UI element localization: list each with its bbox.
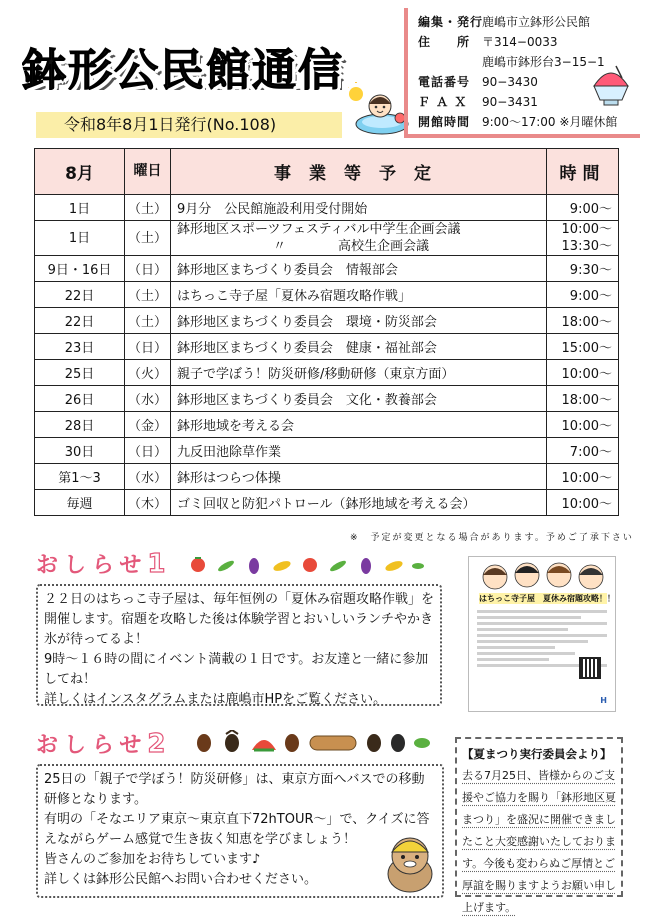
publisher-value: 鹿嶋市立鉢形公民館 <box>482 15 591 29</box>
table-header-row <box>35 149 619 195</box>
header-day: 曜日 <box>125 149 171 195</box>
row-desc-line2: 〃 高校生企画会議 <box>273 239 430 254</box>
notice2-label: おしらせ <box>36 733 148 758</box>
tel-label: 電話番号 <box>418 75 471 89</box>
hours-label: 開館時間 <box>418 115 471 129</box>
flyer-body <box>477 607 607 693</box>
row-date: 30日 <box>35 438 125 464</box>
row-time: 18:00〜 <box>547 308 619 334</box>
table-row <box>35 195 619 221</box>
row-desc: 鉢形はつらつ体操 <box>171 464 547 490</box>
row-date: 28日 <box>35 412 125 438</box>
row-date: 22日 <box>35 282 125 308</box>
row-date: 22日 <box>35 308 125 334</box>
qr-code-icon <box>579 657 601 679</box>
row-date: 1日 <box>35 221 125 256</box>
notice1-line: ２２日のはちっこ寺子屋は、毎年恒例の「夏休み宿題攻略作戦」を開催します。宿題を攻略した後は体験学習とおいしいランチやかき氷が待ってるよ！ <box>44 592 435 647</box>
row-time-line2: 13:30〜 <box>561 239 612 254</box>
row-date: 毎週 <box>35 490 125 516</box>
table-row <box>35 256 619 282</box>
notice2-line: 皆さんのご参加をお待ちしています♪ <box>44 852 261 867</box>
publisher-label: 編集・発行 <box>418 15 484 29</box>
row-time <box>547 221 619 256</box>
insects-decoration-icon <box>192 730 438 754</box>
row-time: 15:00〜 <box>547 334 619 360</box>
table-row <box>35 282 619 308</box>
row-date: 1日 <box>35 195 125 221</box>
row-date: 23日 <box>35 334 125 360</box>
row-day: （土） <box>125 282 171 308</box>
table-row <box>35 308 619 334</box>
row-date: 9日・16日 <box>35 256 125 282</box>
row-desc: はちっこ寺子屋「夏休み宿題攻略作戦」 <box>171 282 547 308</box>
festival-committee-message <box>455 737 623 914</box>
row-day: （土） <box>125 195 171 221</box>
header-time: 時間 <box>547 149 619 195</box>
side-text: 去る7月25日、皆様からのご支援やご協力を賜り「鉢形地区夏まつり」を盛況に開催できましたこと大変感謝いたしております。今後も変わらぬご厚情とご厚誼を賜りますようお願い申し上げます。 <box>462 769 616 914</box>
row-day: （水） <box>125 464 171 490</box>
row-time: 9:30〜 <box>547 256 619 282</box>
table-row <box>35 334 619 360</box>
notice1-line: 詳しくはインスタグラムまたは鹿嶋市HPをご覧ください。 <box>44 692 387 707</box>
address-value: 鹿嶋市鉢形台3−15−1 <box>482 55 605 69</box>
row-desc: 鉢形地域を考える会 <box>171 412 547 438</box>
row-time: 7:00〜 <box>547 438 619 464</box>
row-time: 9:00〜 <box>547 195 619 221</box>
row-desc: 鉢形地区まちづくり委員会 情報部会 <box>171 256 547 282</box>
side-title: 【夏まつり実行委員会より】 <box>462 747 612 761</box>
notice2-line: 有明の「そなエリア東京〜東京直下72hTOUR〜」で、クイズに答えながらゲーム感覚で生き抜く知恵を学びましょう！ <box>44 812 430 847</box>
notice1-label: おしらせ <box>36 553 148 578</box>
row-day: （土） <box>125 221 171 256</box>
row-time: 10:00〜 <box>547 412 619 438</box>
fax-value: 90−3431 <box>482 95 538 109</box>
postal-code: 〒314−0033 <box>482 35 558 49</box>
notice2-heading <box>36 728 171 759</box>
table-row <box>35 438 619 464</box>
row-time-line1: 10:00〜 <box>561 222 612 237</box>
row-desc <box>171 221 547 256</box>
hours-value: 9:00〜17:00 ※月曜休館 <box>482 115 618 129</box>
header-month: 8月 <box>35 149 125 195</box>
notice2-line: 詳しくは鉢形公民館へお問い合わせください。 <box>44 872 318 887</box>
row-desc: 9月分 公民館施設利用受付開始 <box>171 195 547 221</box>
row-time: 10:00〜 <box>547 360 619 386</box>
address-label: 住 所 <box>418 35 471 49</box>
row-day: （木） <box>125 490 171 516</box>
table-row <box>35 412 619 438</box>
row-day: （日） <box>125 334 171 360</box>
newsletter-title: 鉢形公民館通信 <box>22 45 344 90</box>
row-desc-line1: 鉢形地区スポーツフェスティバル中学生企画会議 <box>177 222 461 237</box>
issue-date: 令和8年8月1日発行(No.108) <box>36 112 342 138</box>
row-time: 18:00〜 <box>547 386 619 412</box>
mascot-character-illustration <box>380 830 440 894</box>
row-day: （日） <box>125 438 171 464</box>
schedule-table <box>34 148 619 516</box>
row-date: 26日 <box>35 386 125 412</box>
children-illustration <box>469 557 617 593</box>
notice2-number: 2 <box>147 729 172 759</box>
row-day: （水） <box>125 386 171 412</box>
row-desc: 九反田池除草作業 <box>171 438 547 464</box>
row-date: 第1〜3 <box>35 464 125 490</box>
event-flyer-thumbnail <box>468 556 616 712</box>
header-events: 事業等予定 <box>171 149 547 195</box>
flyer-logo: H <box>600 696 607 705</box>
shaved-ice-illustration <box>588 62 634 108</box>
row-day: （日） <box>125 256 171 282</box>
notice1-box <box>36 584 442 706</box>
table-row <box>35 360 619 386</box>
row-time: 10:00〜 <box>547 490 619 516</box>
child-in-pool-illustration <box>348 82 410 136</box>
row-desc: 鉢形地区まちづくり委員会 健康・福祉部会 <box>171 334 547 360</box>
row-date: 25日 <box>35 360 125 386</box>
row-day: （金） <box>125 412 171 438</box>
row-desc: ゴミ回収と防犯パトロール（鉢形地域を考える会） <box>171 490 547 516</box>
schedule-note: ※ 予定が変更となる場合があります。予めご了承下さい <box>350 533 634 543</box>
row-desc: 鉢形地区まちづくり委員会 環境・防災部会 <box>171 308 547 334</box>
table-row <box>35 386 619 412</box>
table-row <box>35 221 619 256</box>
table-row <box>35 464 619 490</box>
row-time: 9:00〜 <box>547 282 619 308</box>
row-desc: 鉢形地区まちづくり委員会 文化・教養部会 <box>171 386 547 412</box>
vegetables-decoration-icon <box>188 554 428 576</box>
notice1-line: 9時〜１６時の間にイベント満載の１日です。お友達と一緒に参加してね！ <box>44 652 429 687</box>
notice1-number: 1 <box>147 549 172 579</box>
row-day: （土） <box>125 308 171 334</box>
notice1-heading <box>36 548 171 579</box>
flyer-title: はちっこ寺子屋 夏休み宿題攻略！！ <box>479 594 615 603</box>
table-row <box>35 490 619 516</box>
fax-label: Ｆ Ａ Ｘ <box>418 95 468 109</box>
row-day: （火） <box>125 360 171 386</box>
row-desc: 親子で学ぼう！防災研修/移動研修（東京方面） <box>171 360 547 386</box>
tel-value: 90−3430 <box>482 75 538 89</box>
row-time: 10:00〜 <box>547 464 619 490</box>
notice2-line: 25日の「親子で学ぼう！防災研修」は、東京方面へバスでの移動研修となります。 <box>44 772 425 807</box>
